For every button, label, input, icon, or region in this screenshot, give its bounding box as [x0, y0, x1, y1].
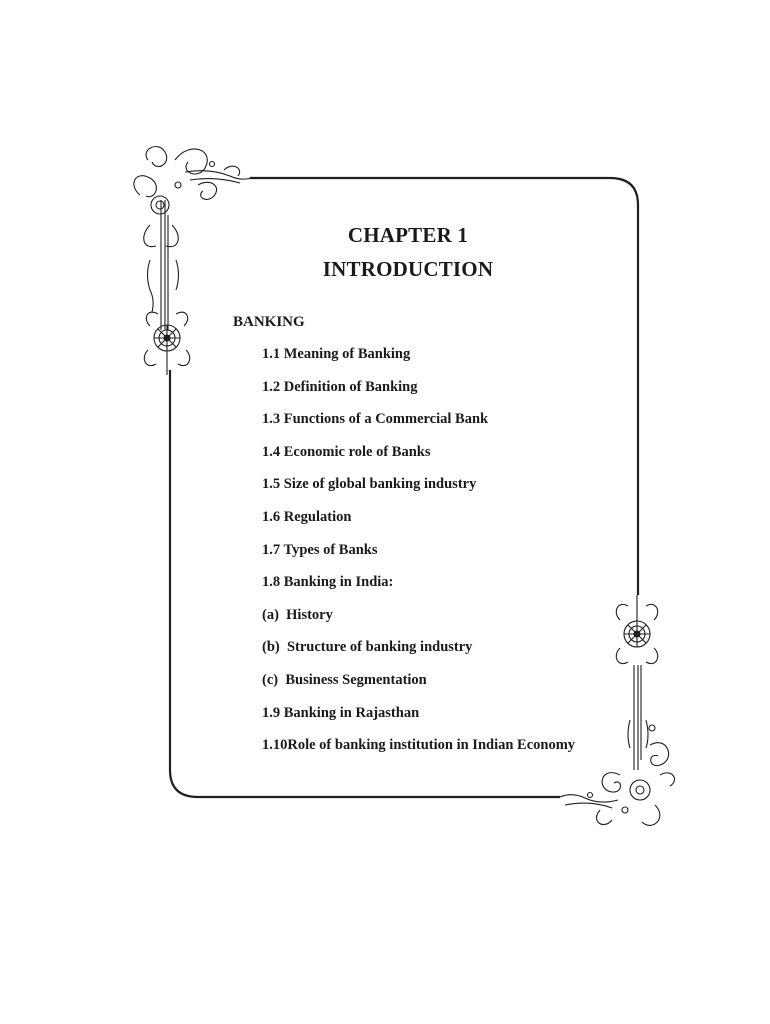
section-heading: BANKING	[233, 314, 305, 330]
toc-item: (c) Business Segmentation	[262, 671, 427, 688]
table-of-contents	[262, 345, 575, 769]
toc-item: 1.3 Functions of a Commercial Bank	[262, 411, 489, 428]
toc-item: 1.9 Banking in Rajasthan	[262, 704, 420, 721]
toc-item: 1.1 Meaning of Banking	[262, 346, 411, 362]
toc-item: 1.5 Size of global banking industry	[262, 476, 477, 493]
chapter-number: CHAPTER 1	[347, 223, 469, 247]
toc-item: 1.4 Economic role of Banks	[262, 443, 431, 460]
toc-item: 1.10Role of banking institution in Indian Economy	[262, 737, 576, 754]
toc-item: (a) History	[262, 606, 333, 623]
toc-item: (b) Structure of banking industry	[262, 639, 473, 656]
chapter-title: INTRODUCTION	[322, 257, 494, 281]
toc-item: 1.2 Definition of Banking	[262, 378, 418, 395]
toc-item: 1.6 Regulation	[262, 508, 352, 525]
toc-item: 1.8 Banking in India:	[262, 574, 394, 591]
toc-item: 1.7 Types of Banks	[262, 541, 378, 558]
